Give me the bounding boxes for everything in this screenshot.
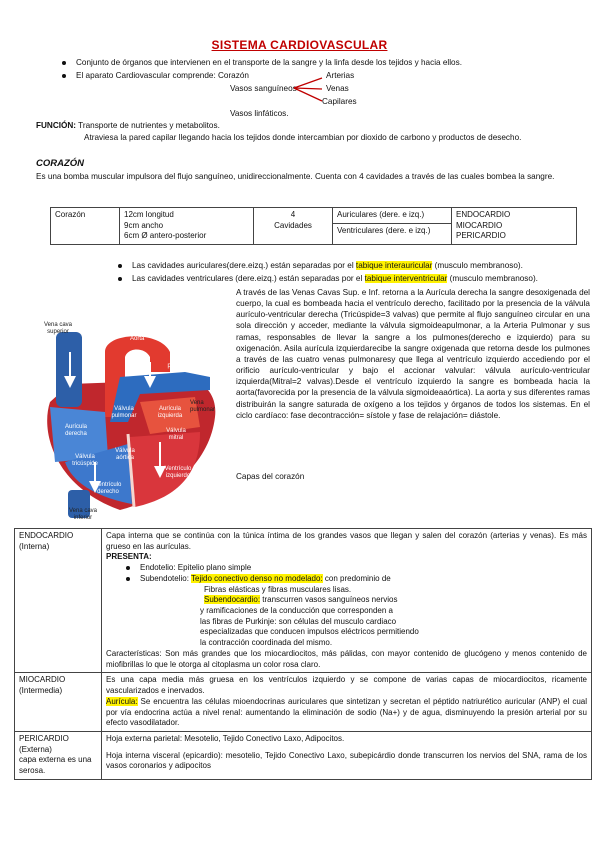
capas-label: Capas del corazón xyxy=(236,472,305,481)
cavity-bullet-ventricular: Las cavidades ventriculares (dere.eizq.) están separadas por el tabique interventricular (musculo membranoso). xyxy=(118,274,588,285)
component-linfaticos: Vasos linfáticos. xyxy=(230,109,289,118)
table-row xyxy=(15,731,592,779)
label-vena-pulmonar: Vena pulmonar xyxy=(190,400,216,413)
layer-name-cell: MIOCARDIO (Intermedia) xyxy=(15,673,102,732)
component-arterias: Arterias xyxy=(326,71,355,80)
tabique-interauricular: tabique interauricular xyxy=(355,261,433,270)
label-auricula-derecha: Aurícula derecha xyxy=(64,424,87,437)
tabique-interventricular: tabique interventricular xyxy=(364,274,448,283)
bullet-icon xyxy=(126,566,130,570)
summary-cell-organ: Corazón xyxy=(51,208,120,245)
intro-bullet xyxy=(62,58,582,69)
heart-diagram xyxy=(10,322,232,524)
summary-cell-size: 12cm longitud 9cm ancho 6cm Ø antero-posterior xyxy=(120,208,254,245)
summary-table xyxy=(50,207,577,245)
summary-cell-cavities: 4 Cavidades xyxy=(254,208,333,245)
bullet-icon xyxy=(62,61,66,65)
label-ventriculo-derecho: Ventrículo derecho xyxy=(94,482,122,495)
layers-table xyxy=(14,528,592,780)
component-capilares: Capilares xyxy=(322,97,357,106)
tejido-conectivo-highlight: Tejido conectivo denso no modelado: xyxy=(191,573,323,583)
bullet-icon xyxy=(126,577,130,581)
intro-bullet-text: Conjunto de órganos que intervienen en el transporte de la sangre y la linfa desde los tejidos y hacia ellos. xyxy=(76,58,462,67)
label-valvula-aortica: Válvula aórtica xyxy=(115,448,135,461)
corazon-heading: CORAZÓN xyxy=(36,158,85,169)
funcion-detail: Atraviesa la pared capilar llegando hacia los tejidos donde intercambian por dioxido de carbono y productos de desecho. xyxy=(84,133,522,142)
layer-name-cell: ENDOCARDIO (Interna) xyxy=(15,529,102,673)
funcion-line xyxy=(36,121,220,132)
layer-desc-cell: Hoja externa parietal: Mesotelio, Tejido Conectivo Laxo, Adipocitos. Hoja interna visceral (epicardio): mesotelio, Tejido Conectivo Laxo, subepicárdio donde transcurren los nervios del SNA, rama de los vasos coronarios y adipocitos xyxy=(102,731,592,779)
table-row xyxy=(15,673,592,732)
layer-desc-cell: Capa interna que se continúa con la túnica íntima de los grandes vasos que llegan y salen del corazón (arterias y venas). Es más grueso en las aurículas. PRESENTA: Endotelio: Epitelio plano simple Subendotelio: Tejido conectivo denso no modelado: con predominio de Fibras elásticas y fibras musculares lisas. Subendocardio: transcurren vasos sanguíneos nervios y ramificaciones de la conducción que corresponden a las fibras de Purkinje: son células del musculo cardiaco especializadas que conducen impulsos eléctricos permitiendo la contracción coordinada del mismo. Características: Son más grandes que los miocardiocitos, más pálidas, con mayor contenido de glucógeno y menos contenido de miofibrillas lo que le otorga al citoplasma un color rosa claro. xyxy=(102,529,592,673)
table-row xyxy=(15,529,592,673)
subendocardio-highlight: Subendocardio: xyxy=(204,595,261,605)
component-vasos: Vasos sanguíneos xyxy=(230,84,297,93)
label-ventriculo-izquierdo: Ventrículo izquierdo xyxy=(164,466,192,479)
label-arteria-pulmonar: Arteria pulmonar xyxy=(167,356,193,369)
summary-cell-layers: ENDOCARDIO MIOCARDIO PERICARDIO xyxy=(452,208,577,245)
cavity-bullet-auricular: Las cavidades auriculares(dere.eizq.) están separadas por el tabique interauricular (musculo membranoso). xyxy=(118,261,588,272)
branch-lines xyxy=(292,74,324,104)
bullet-icon xyxy=(118,264,122,268)
funcion-label: FUNCIÓN: xyxy=(36,121,77,130)
label-auricula-izquierda: Aurícula izquierda xyxy=(157,406,183,419)
component-venas: Venas xyxy=(326,84,349,93)
label-valvula-pulmonar: Válvula pulmonar xyxy=(111,406,137,419)
corazon-text: Es una bomba muscular impulsora del flujo sanguíneo, unidireccionalmente. Cuenta con 4 cavidades a través de las cuales bombea la sangre. xyxy=(36,172,555,181)
summary-cell-cavity-types: Auriculares (dere. e izq.) Ventriculares (dere. e izq.) xyxy=(333,208,452,245)
funcion-text: Transporte de nutrientes y metabolitos. xyxy=(78,121,220,130)
bullet-icon xyxy=(118,277,122,281)
label-valvula-mitral: Válvula mitral xyxy=(166,428,186,441)
layer-name-cell: PERICARDIO (Externa) capa externa es una serosa. xyxy=(15,731,102,779)
label-aorta: Aorta xyxy=(130,336,145,342)
label-valvula-tricuspide: Válvula tricúspide xyxy=(72,454,98,467)
page-title: SISTEMA CARDIOVASCULAR xyxy=(211,38,388,52)
intro-bullet-text: El aparato Cardiovascular comprende: Corazón xyxy=(76,71,249,80)
bullet-icon xyxy=(62,74,66,78)
label-vena-cava-inferior: Vena cava inferior xyxy=(68,508,98,521)
flow-paragraph: A través de las Venas Cavas Sup. e Inf. retorna a la Aurícula derecha la sangre desoxigenada del cuerpo, la cual es bombeada hacia el ventrículo derecho, facilitado por la presencia de la válvula aurículo-ventricular derecha (Tricúspide=3 valvas) que permite al flujo sanguíneo circular en una sola dirección y acceder, mediante la válvula sigmoideapulmonar, a la Arteria Pulmonar y sus ramas, responsables de llevar la sangre a los pulmones(derecho e izquierdo) para su oxigenación. Asila aurícula izquierdarecibe la sangre oxigenada que retorna desde los pulmones a través de las cuatro venas pulmonaresy que llega al ventrículo izquierdo accediendo por el orificio aurículo-ventricular y bajo el accionar valvular: válvula aurículo-ventricular izquierda(Mitral=2 valvas).Desde el ventrículo izquierdo la sangre es bombeada hacia la aorta(favorecida por la presencia de la válvula sigmoideaaórtica). La aorta y sus diferentes ramas distribuirán la sangre saturada de oxígeno a los tejidos y órganos de todos los sistemas. En el ciclo cardíaco: fase decontracción= sístole y fase de relajación= diástole. xyxy=(236,288,590,420)
layer-desc-cell: Es una capa media más gruesa en los ventrículos izquierdo y se compone de varias capas de miocardiocitos, ricamente vascularizados e inervados. Aurícula: Se encuentra las células mioendocrinas auriculares que sintetizan y secretan el péptido natriurético auricular (ANP) el cual por vía endocrina actúa a nivel renal: aumentando la eliminación de sodio (Na+) y de agua, disminuyendo la presión arterial por su efecto vasodilatador. xyxy=(102,673,592,732)
auricula-highlight: Aurícula: xyxy=(106,696,138,706)
label-vena-cava-superior: Vena cava superior xyxy=(43,322,73,335)
